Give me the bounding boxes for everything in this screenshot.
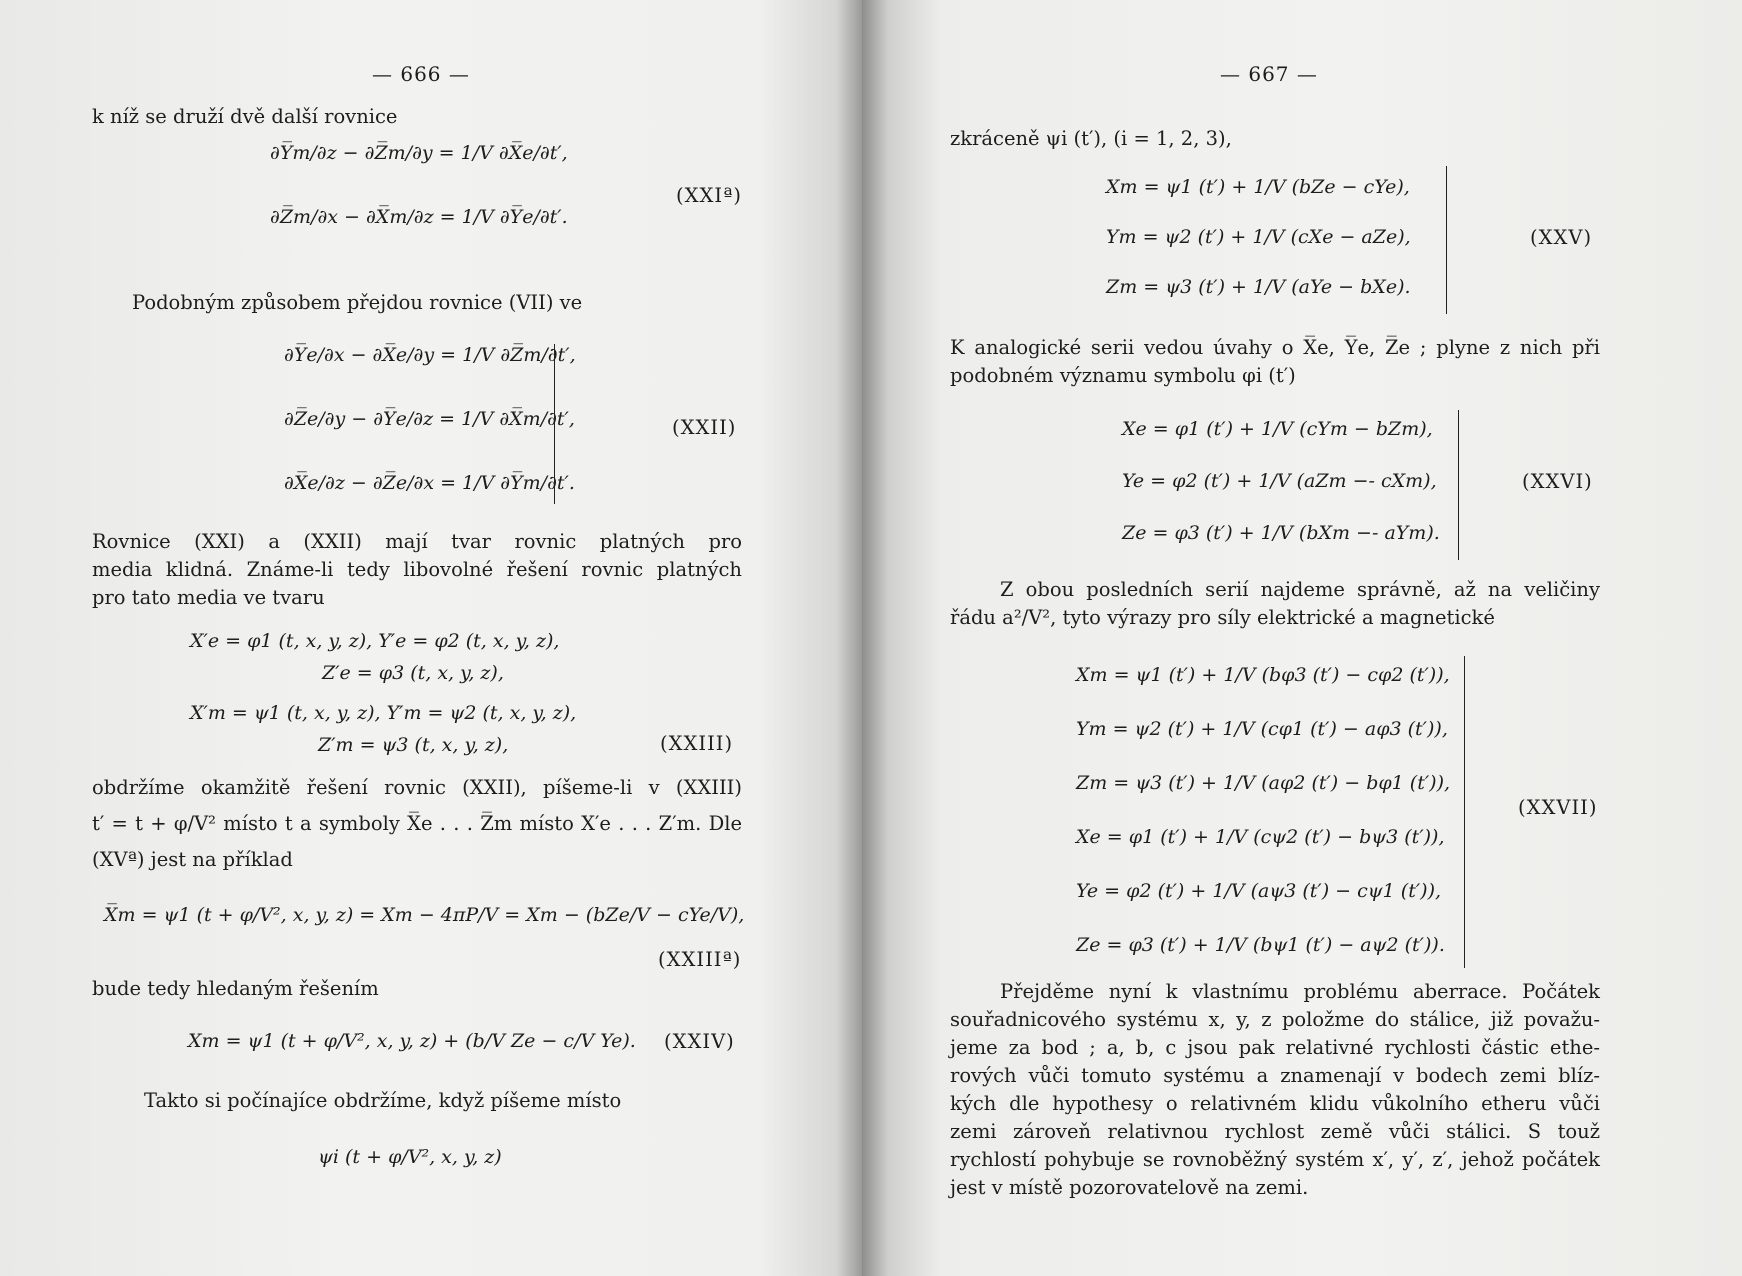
equation-xxvii-line-5: Ye = φ2 (t′) + 1/V (aψ3 (t′) − cψ1 (t′)), xyxy=(1076,880,1442,902)
left-page xyxy=(0,0,862,1276)
paragraph-line: obdržíme okamžitě řešení rovnic (XXII), píšeme-li v (XXIII) xyxy=(92,776,742,799)
paragraph-line: Přejděme nyní k vlastnímu problému aberrace. Počátek xyxy=(1000,980,1600,1003)
paragraph-line: jeme za bod ; a, b, c jsou pak relativné rychlosti částic ethe- xyxy=(950,1036,1600,1059)
paragraph-text: Podobným způsobem přejdou rovnice (VII) ve xyxy=(132,291,583,314)
paragraph xyxy=(950,334,1600,390)
equation-xxii-line-2: ∂Z̅e/∂y − ∂Y̅e/∂z = 1/V ∂X̅m/∂t′, xyxy=(284,408,575,430)
equation-label-xxia: (XXIª) xyxy=(676,184,742,207)
equation-xxv-line-1: Xm = ψ1 (t′) + 1/V (bZe − cYe), xyxy=(1106,176,1410,198)
equation-brace xyxy=(1452,410,1459,560)
paragraph-line: (XVª) jest na příklad xyxy=(92,848,293,871)
paragraph-line: media klidná. Známe-li tedy libovolné řešení rovnic platných xyxy=(92,558,742,581)
paragraph-line: kých dle hypothesy o relativném klidu vůkolního etheru vůči xyxy=(950,1092,1600,1115)
paragraph-line: podobném významu symbolu φi (t′) xyxy=(950,364,1296,387)
paragraph-line: rychlostí pohybuje se rovnoběžný systém x′, y′, z′, jehož počátek xyxy=(950,1148,1600,1171)
paragraph xyxy=(92,770,742,878)
equation-xxii-line-1: ∂Y̅e/∂x − ∂X̅e/∂y = 1/V ∂Z̅m/∂t′, xyxy=(284,344,576,366)
equation-brace xyxy=(548,344,555,504)
paragraph-line: K analogické serii vedou úvahy o X̅e, Y̅e, Z̅e ; plyne z nich při xyxy=(950,336,1600,359)
equation-final: ψi (t + φ/V², x, y, z) xyxy=(318,1146,502,1168)
equation-xxvii-line-3: Zm = ψ3 (t′) + 1/V (aφ2 (t′) − bφ1 (t′)), xyxy=(1076,772,1451,794)
equation-xxiii-line-2: Z′e = φ3 (t, x, y, z), xyxy=(322,662,504,684)
paragraph xyxy=(92,528,742,612)
equation-xxii-line-3: ∂X̅e/∂z − ∂Z̅e/∂x = 1/V ∂Y̅m/∂t′. xyxy=(284,472,575,494)
equation-xxvi-line-1: Xe = φ1 (t′) + 1/V (cYm − bZm), xyxy=(1122,418,1433,440)
paragraph-line: zemi zároveň relativnou rychlost země vůči stálici. S touž xyxy=(950,1120,1600,1143)
equation-xxvi-line-2: Ye = φ2 (t′) + 1/V (aZm −- cXm), xyxy=(1122,470,1437,492)
paragraph-line: jest v místě pozorovatelově na zemi. xyxy=(950,1176,1309,1199)
equation-xxiii-line-3: X′m = ψ1 (t, x, y, z), Y′m = ψ2 (t, x, y, z), xyxy=(190,702,577,724)
paragraph-line: Rovnice (XXI) a (XXII) mají tvar rovnic platných pro xyxy=(92,530,742,553)
equation-xxia-line-1: ∂Y̅m/∂z − ∂Z̅m/∂y = 1/V ∂X̅e/∂t′, xyxy=(270,142,568,164)
equation-label-xxv: (XXV) xyxy=(1530,226,1593,249)
equation-xxvii-line-1: Xm = ψ1 (t′) + 1/V (bφ3 (t′) − cφ2 (t′)), xyxy=(1076,664,1450,686)
paragraph-line: t′ = t + φ/V² místo t a symboly X̅e . . . Z̅m místo X′e . . . Z′m. Dle xyxy=(92,812,742,835)
intro-text: zkráceně ψi (t′), (i = 1, 2, 3), xyxy=(950,127,1232,150)
equation-label-xxvii: (XXVII) xyxy=(1518,796,1598,819)
equation-label-xxii: (XXII) xyxy=(672,416,737,439)
equation-brace xyxy=(1440,166,1447,314)
equation-xxiv: Xm = ψ1 (t + φ/V², x, y, z) + (b/V Ze − c/V Ye). xyxy=(188,1030,636,1052)
paragraph xyxy=(950,576,1600,632)
right-page xyxy=(862,0,1742,1276)
equation-label-xxiiia: (XXIIIª) xyxy=(658,948,742,971)
paragraph-text: Takto si počínajíce obdržíme, když píšeme místo xyxy=(144,1089,622,1112)
equation-xxiii-line-1: X′e = φ1 (t, x, y, z), Y′e = φ2 (t, x, y, z), xyxy=(190,630,560,652)
equation-xxv-line-3: Zm = ψ3 (t′) + 1/V (aYe − bXe). xyxy=(1106,276,1411,298)
paragraph-line: Z obou posledních serií najdeme správně, až na veličiny xyxy=(1000,578,1600,601)
equation-xxia-line-2: ∂Z̅m/∂x − ∂X̅m/∂z = 1/V ∂Y̅e/∂t′. xyxy=(270,206,568,228)
equation-label-xxvi: (XXVI) xyxy=(1522,470,1593,493)
paragraph-text: bude tedy hledaným řešením xyxy=(92,977,379,1000)
equation-label-xxiv: (XXIV) xyxy=(664,1030,735,1053)
equation-xxvii-line-4: Xe = φ1 (t′) + 1/V (cψ2 (t′) − bψ3 (t′)), xyxy=(1076,826,1445,848)
equation-xxvii-line-6: Ze = φ3 (t′) + 1/V (bψ1 (t′) − aψ2 (t′)). xyxy=(1076,934,1445,956)
equation-brace xyxy=(1458,656,1465,968)
paragraph-line: souřadnicového systému x, y, z položme do stálice, již považu- xyxy=(950,1008,1600,1031)
page-number: — 666 — xyxy=(372,62,470,86)
intro-text: k níž se druží dvě další rovnice xyxy=(92,105,398,128)
equation-xxvi-line-3: Ze = φ3 (t′) + 1/V (bXm −- aYm). xyxy=(1122,522,1440,544)
equation-xxv-line-2: Ym = ψ2 (t′) + 1/V (cXe − aZe), xyxy=(1106,226,1411,248)
paragraph-line: rových vůči tomuto systému a znamenají v bodech zemi blíz- xyxy=(950,1064,1600,1087)
paragraph xyxy=(950,978,1600,1202)
equation-xxiiia: X̅m = ψ1 (t + φ/V², x, y, z) = Xm − 4πP/V = Xm − (bZe/V − cYe/V), xyxy=(104,904,745,926)
equation-xxvii-line-2: Ym = ψ2 (t′) + 1/V (cφ1 (t′) − aφ3 (t′)), xyxy=(1076,718,1448,740)
page-number: — 667 — xyxy=(1220,62,1318,86)
paragraph-line: pro tato media ve tvaru xyxy=(92,586,325,609)
equation-label-xxiii: (XXIII) xyxy=(660,732,734,755)
equation-xxiii-line-4: Z′m = ψ3 (t, x, y, z), xyxy=(318,734,509,756)
paragraph-line: řádu a²/V², tyto výrazy pro síly elektrické a magnetické xyxy=(950,606,1495,629)
